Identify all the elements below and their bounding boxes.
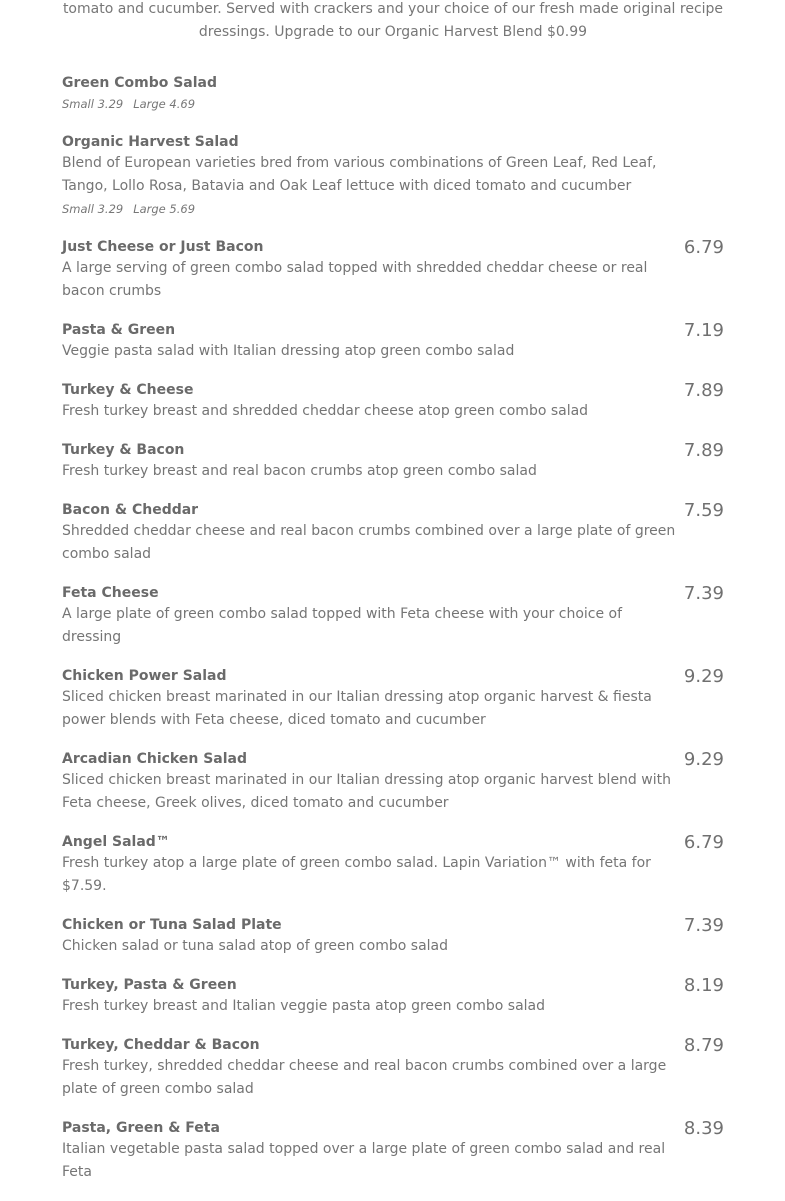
menu-item-description: Fresh turkey atop a large plate of green combo salad. Lapin Variation™ with feta for $7.59.	[62, 855, 651, 894]
menu-item-description: Fresh turkey breast and Italian veggie pasta atop green combo salad	[62, 998, 546, 1014]
size-price: Large 4.69	[133, 97, 196, 111]
menu-item-description: Fresh turkey breast and shredded cheddar cheese atop green combo salad	[62, 403, 589, 419]
menu-item	[62, 666, 724, 732]
menu-item-name: Feta Cheese	[62, 585, 159, 601]
menu-item-description: Sliced chicken breast marinated in our Italian dressing atop organic harvest blend with Feta cheese, Greek olives, diced tomato and cucumber	[62, 772, 671, 811]
menu-item-price: 7.89	[683, 380, 724, 401]
menu-item-description: Shredded cheddar cheese and real bacon crumbs combined over a large plate of green combo salad	[62, 523, 676, 562]
menu-item	[62, 132, 724, 220]
menu-item	[62, 237, 724, 303]
menu-item-price: 9.29	[683, 749, 724, 770]
size-price: Small 3.29	[62, 202, 124, 216]
menu-item-price: 7.39	[683, 583, 724, 604]
menu-item-sizes	[62, 198, 724, 220]
menu-item-name: Turkey, Cheddar & Bacon	[62, 1037, 260, 1053]
menu-item-description: Italian vegetable pasta salad topped over a large plate of green combo salad and real Feta	[62, 1141, 666, 1180]
menu-item	[62, 440, 724, 483]
menu-item-price: 7.59	[683, 500, 724, 521]
menu-item	[62, 749, 724, 815]
menu-item	[62, 832, 724, 898]
menu-item-price: 8.39	[683, 1118, 724, 1139]
menu-item	[62, 320, 724, 363]
menu-item-name: Green Combo Salad	[62, 75, 218, 91]
menu-item-name: Bacon & Cheddar	[62, 502, 199, 518]
menu-item	[62, 975, 724, 1018]
menu-item-description: Fresh turkey breast and real bacon crumbs atop green combo salad	[62, 463, 537, 479]
menu-item-name: Organic Harvest Salad	[62, 134, 239, 150]
menu-item-description: A large plate of green combo salad topped with Feta cheese with your choice of dressing	[62, 606, 623, 645]
intro-text: tomato and cucumber. Served with crackers and your choice of our fresh made original recipe dressings. Upgrade to our Organic Harvest Blend $0.99	[62, 1, 724, 40]
menu-item-name: Pasta & Green	[62, 322, 176, 338]
size-price: Small 3.29	[62, 97, 124, 111]
menu-item-price: 8.79	[683, 1035, 724, 1056]
menu-item-price: 7.39	[683, 915, 724, 936]
menu-item-price: 6.79	[683, 237, 724, 258]
menu-item-sizes	[62, 93, 724, 115]
menu-item-price: 7.89	[683, 440, 724, 461]
menu-item-description: Blend of European varieties bred from various combinations of Green Leaf, Red Leaf, Tango, Lollo Rosa, Batavia and Oak Leaf lettuce with diced tomato and cucumber	[62, 155, 657, 194]
menu-item-name: Turkey & Bacon	[62, 442, 185, 458]
menu-item	[62, 915, 724, 958]
menu-item	[62, 583, 724, 649]
menu-item-price: 6.79	[683, 832, 724, 853]
size-price: Large 5.69	[133, 202, 196, 216]
menu-item-description: Sliced chicken breast marinated in our Italian dressing atop organic harvest & fiesta power blends with Feta cheese, diced tomato and cucumber	[62, 689, 652, 728]
menu-item-name: Angel Salad™	[62, 834, 170, 850]
menu-item-name: Arcadian Chicken Salad	[62, 751, 248, 767]
menu-item-name: Pasta, Green & Feta	[62, 1120, 220, 1136]
menu-item-description: A large serving of green combo salad topped with shredded cheddar cheese or real bacon crumbs	[62, 260, 648, 299]
menu-item	[62, 500, 724, 566]
menu-item	[62, 73, 724, 115]
menu-item-name: Chicken or Tuna Salad Plate	[62, 917, 282, 933]
menu-item-name: Chicken Power Salad	[62, 668, 227, 684]
menu-item	[62, 1035, 724, 1101]
salad-menu-list	[62, 73, 724, 1201]
menu-item-price: 9.29	[683, 666, 724, 687]
menu-item-name: Turkey & Cheese	[62, 382, 194, 398]
menu-item-price: 7.19	[683, 320, 724, 341]
menu-item-description: Fresh turkey, shredded cheddar cheese and real bacon crumbs combined over a large plate of green combo salad	[62, 1058, 667, 1097]
menu-item-description: Veggie pasta salad with Italian dressing atop green combo salad	[62, 343, 515, 359]
menu-item-description: Chicken salad or tuna salad atop of green combo salad	[62, 938, 449, 954]
menu-item-name: Just Cheese or Just Bacon	[62, 239, 264, 255]
menu-item	[62, 380, 724, 423]
menu-item-name: Turkey, Pasta & Green	[62, 977, 237, 993]
menu-item	[62, 1118, 724, 1184]
menu-item-price: 8.19	[683, 975, 724, 996]
